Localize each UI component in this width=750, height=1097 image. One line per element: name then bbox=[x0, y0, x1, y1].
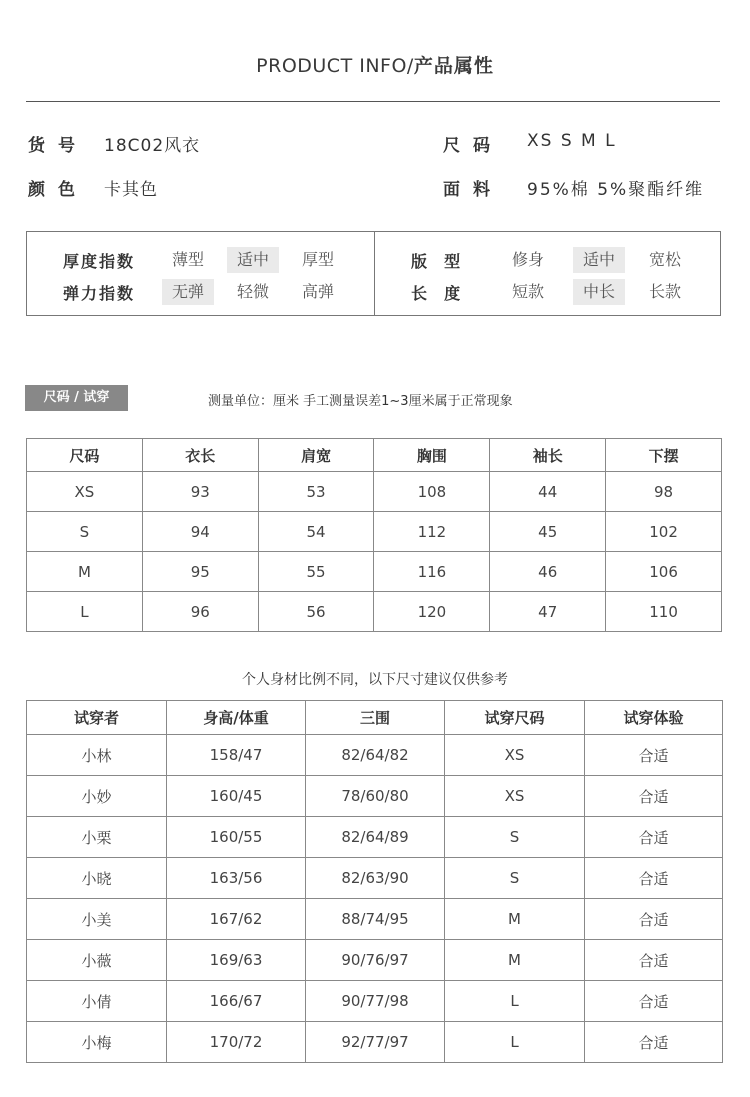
try-on-note: 个人身材比例不同，以下尺寸建议仅供参考 bbox=[242, 672, 508, 688]
table-cell: 44 bbox=[490, 472, 606, 512]
table-cell: 小薇 bbox=[27, 940, 167, 981]
size-table bbox=[26, 438, 722, 632]
table-cell: 54 bbox=[258, 512, 374, 552]
table-cell: 112 bbox=[374, 512, 490, 552]
table-cell: M bbox=[27, 552, 143, 592]
table-row bbox=[27, 899, 723, 940]
table-cell: 合适 bbox=[585, 899, 723, 940]
spec-option: 长款 bbox=[648, 282, 681, 301]
table-row bbox=[27, 552, 722, 592]
table-cell: 53 bbox=[258, 472, 374, 512]
table-row bbox=[27, 817, 723, 858]
table-cell: 合适 bbox=[585, 981, 723, 1022]
header-cell: 身高/体重 bbox=[167, 701, 306, 735]
table-cell: L bbox=[445, 1022, 585, 1063]
table-cell: 合适 bbox=[585, 776, 723, 817]
table-cell: 93 bbox=[142, 472, 258, 512]
table-cell: 82/64/89 bbox=[306, 817, 445, 858]
header-cell: 胸围 bbox=[374, 439, 490, 472]
header-cell: 试穿体验 bbox=[585, 701, 723, 735]
spec-label: 厚度指数 bbox=[63, 252, 136, 271]
attr-label: 面料 bbox=[443, 180, 503, 200]
spec-option: 高弹 bbox=[301, 282, 334, 301]
try-on-table bbox=[26, 700, 723, 1063]
table-cell: 88/74/95 bbox=[306, 899, 445, 940]
table-cell: 166/67 bbox=[167, 981, 306, 1022]
header-cell: 衣长 bbox=[142, 439, 258, 472]
spec-option: 适中 bbox=[573, 247, 625, 273]
header-cell: 肩宽 bbox=[258, 439, 374, 472]
table-cell: 47 bbox=[490, 592, 606, 632]
table-cell: 160/45 bbox=[167, 776, 306, 817]
table-cell: 94 bbox=[142, 512, 258, 552]
table-cell: 167/62 bbox=[167, 899, 306, 940]
try-on-table-header bbox=[27, 701, 723, 735]
table-cell: 合适 bbox=[585, 1022, 723, 1063]
title-divider bbox=[26, 101, 720, 102]
table-cell: XS bbox=[27, 472, 143, 512]
table-cell: 98 bbox=[606, 472, 722, 512]
table-cell: 90/77/98 bbox=[306, 981, 445, 1022]
table-cell: 95 bbox=[142, 552, 258, 592]
header-cell: 三围 bbox=[306, 701, 445, 735]
spec-label: 版 型 bbox=[411, 252, 463, 271]
attr-label: 货号 bbox=[28, 136, 88, 156]
spec-option: 薄型 bbox=[171, 250, 204, 269]
table-cell: 116 bbox=[374, 552, 490, 592]
measurement-note: 测量单位：厘米 手工测量误差1~3厘米属于正常现象 bbox=[208, 394, 513, 409]
table-cell: L bbox=[27, 592, 143, 632]
table-cell: S bbox=[445, 817, 585, 858]
table-row bbox=[27, 940, 723, 981]
table-row bbox=[27, 512, 722, 552]
table-row bbox=[27, 472, 722, 512]
table-cell: 120 bbox=[374, 592, 490, 632]
table-cell: 56 bbox=[258, 592, 374, 632]
spec-length bbox=[375, 279, 722, 305]
table-row bbox=[27, 776, 723, 817]
table-cell: 108 bbox=[374, 472, 490, 512]
attr-value: 95%棉 5%聚酯纤维 bbox=[527, 180, 705, 200]
header-cell: 尺码 bbox=[27, 439, 143, 472]
table-cell: 96 bbox=[142, 592, 258, 632]
table-cell: 合适 bbox=[585, 735, 723, 776]
spec-option: 宽松 bbox=[648, 250, 681, 269]
spec-thickness bbox=[27, 247, 374, 273]
table-cell: 合适 bbox=[585, 817, 723, 858]
title-cn: 产品属性 bbox=[413, 55, 494, 77]
table-cell: M bbox=[445, 899, 585, 940]
table-row bbox=[27, 858, 723, 899]
table-cell: XS bbox=[445, 776, 585, 817]
table-cell: 160/55 bbox=[167, 817, 306, 858]
table-cell: 106 bbox=[606, 552, 722, 592]
table-cell: 合适 bbox=[585, 858, 723, 899]
table-cell: L bbox=[445, 981, 585, 1022]
header-cell: 下摆 bbox=[606, 439, 722, 472]
table-cell: 45 bbox=[490, 512, 606, 552]
spec-elasticity bbox=[27, 279, 374, 305]
table-cell: 小倩 bbox=[27, 981, 167, 1022]
table-cell: 163/56 bbox=[167, 858, 306, 899]
table-cell: 90/76/97 bbox=[306, 940, 445, 981]
table-cell: 小林 bbox=[27, 735, 167, 776]
table-cell: M bbox=[445, 940, 585, 981]
spec-label: 弹力指数 bbox=[63, 284, 136, 303]
spec-option: 轻微 bbox=[236, 282, 269, 301]
table-cell: 110 bbox=[606, 592, 722, 632]
table-cell: 169/63 bbox=[167, 940, 306, 981]
spec-box bbox=[26, 231, 721, 316]
attr-value: XS S M L bbox=[527, 131, 617, 151]
attr-value: 18C02风衣 bbox=[104, 136, 201, 156]
spec-option: 无弹 bbox=[162, 279, 214, 305]
page-title bbox=[0, 51, 750, 78]
table-cell: 170/72 bbox=[167, 1022, 306, 1063]
spec-option: 中长 bbox=[573, 279, 625, 305]
attr-value: 卡其色 bbox=[104, 180, 158, 200]
table-cell: 合适 bbox=[585, 940, 723, 981]
table-cell: 82/64/82 bbox=[306, 735, 445, 776]
size-table-header bbox=[27, 439, 722, 472]
attr-label: 尺码 bbox=[443, 136, 503, 156]
attr-label: 颜色 bbox=[28, 180, 88, 200]
table-cell: 92/77/97 bbox=[306, 1022, 445, 1063]
table-cell: S bbox=[27, 512, 143, 552]
spec-option: 修身 bbox=[511, 250, 544, 269]
table-row bbox=[27, 735, 723, 776]
spec-option: 厚型 bbox=[301, 250, 334, 269]
table-row bbox=[27, 1022, 723, 1063]
table-cell: 46 bbox=[490, 552, 606, 592]
header-cell: 试穿者 bbox=[27, 701, 167, 735]
table-cell: 78/60/80 bbox=[306, 776, 445, 817]
spec-option: 短款 bbox=[511, 282, 544, 301]
table-cell: 小栗 bbox=[27, 817, 167, 858]
table-cell: 小美 bbox=[27, 899, 167, 940]
table-row bbox=[27, 981, 723, 1022]
table-cell: S bbox=[445, 858, 585, 899]
header-cell: 试穿尺码 bbox=[445, 701, 585, 735]
table-cell: 小晓 bbox=[27, 858, 167, 899]
spec-label: 长 度 bbox=[411, 284, 463, 303]
spec-fit bbox=[375, 247, 722, 273]
table-cell: XS bbox=[445, 735, 585, 776]
spec-option: 适中 bbox=[227, 247, 279, 273]
header-cell: 袖长 bbox=[490, 439, 606, 472]
size-section-tag: 尺码 / 试穿 bbox=[25, 385, 128, 411]
table-cell: 158/47 bbox=[167, 735, 306, 776]
table-cell: 小梅 bbox=[27, 1022, 167, 1063]
table-cell: 82/63/90 bbox=[306, 858, 445, 899]
title-en: PRODUCT INFO/ bbox=[256, 55, 414, 77]
table-cell: 55 bbox=[258, 552, 374, 592]
table-row bbox=[27, 592, 722, 632]
table-cell: 102 bbox=[606, 512, 722, 552]
table-cell: 小妙 bbox=[27, 776, 167, 817]
